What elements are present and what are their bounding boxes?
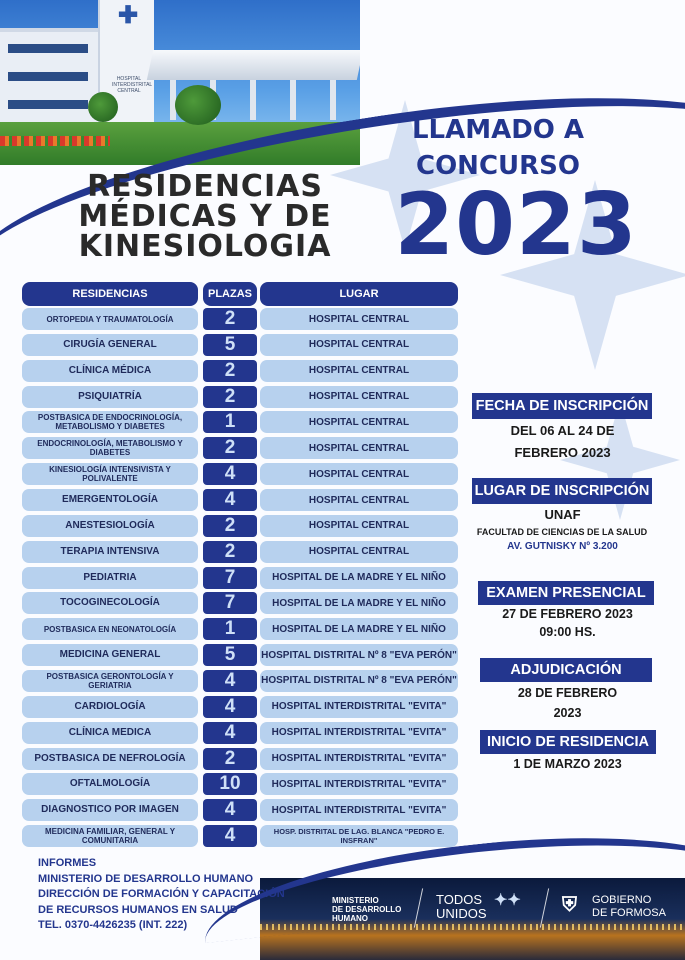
building — [0, 28, 100, 128]
cell-lugar: HOSPITAL CENTRAL — [260, 515, 458, 537]
informes-phone: TEL. 0370-4426235 (INT. 222) — [38, 919, 188, 931]
cell-residencia: PEDIATRIA — [22, 567, 198, 589]
cell-plazas: 4 — [203, 799, 257, 821]
table-row — [22, 799, 458, 821]
informes-title: INFORMES — [38, 857, 97, 869]
table-row — [22, 748, 458, 770]
cross-icon: ✚ — [118, 2, 139, 29]
logo-ministerio — [332, 896, 401, 923]
cell-residencia: ORTOPEDIA Y TRAUMATOLOGÍA — [22, 308, 198, 330]
col-header-residencias: RESIDENCIAS — [22, 282, 198, 306]
adjudicacion-line-2: 2023 — [553, 706, 582, 720]
lugar-line-1: UNAF — [544, 507, 581, 522]
cell-residencia: MEDICINA FAMILIAR, GENERAL Y COMUNITARIA — [22, 825, 198, 847]
cell-lugar: HOSPITAL DISTRITAL Nº 8 "EVA PERÓN" — [260, 670, 458, 692]
cell-plazas: 2 — [203, 308, 257, 330]
fecha-line-1: DEL 06 AL 24 DE — [510, 423, 615, 438]
cell-plazas: 2 — [203, 515, 257, 537]
cell-plazas: 4 — [203, 722, 257, 744]
hospital-sign: HOSPITAL INTERDISTRITAL CENTRAL — [112, 76, 153, 94]
inicio-heading: INICIO DE RESIDENCIA — [480, 730, 656, 754]
table-row — [22, 644, 458, 666]
cell-residencia: EMERGENTOLOGÍA — [22, 489, 198, 511]
llamado-title: LLAMADO A CONCURSO — [411, 115, 585, 181]
table-row — [22, 360, 458, 382]
cell-lugar: HOSPITAL INTERDISTRITAL "EVITA" — [260, 748, 458, 770]
fecha-heading: FECHA DE INSCRIPCIÓN — [472, 393, 652, 419]
cell-plazas: 10 — [203, 773, 257, 795]
cell-lugar: HOSPITAL INTERDISTRITAL "EVITA" — [260, 696, 458, 718]
cell-lugar: HOSPITAL INTERDISTRITAL "EVITA" — [260, 799, 458, 821]
informes-line-2: DIRECCIÓN DE FORMACIÓN Y CAPACITACIÓN — [38, 888, 285, 900]
col-header-plazas: PLAZAS — [203, 282, 257, 306]
cell-lugar: HOSPITAL INTERDISTRITAL "EVITA" — [260, 773, 458, 795]
table-row — [22, 489, 458, 511]
cell-residencia: POSTBASICA DE NEFROLOGÍA — [22, 748, 198, 770]
page-title: RESIDENCIAS MÉDICAS Y DE KINESIOLOGIA — [78, 169, 332, 264]
examen-line-2: 09:00 HS. — [539, 625, 596, 639]
cell-residencia: KINESIOLOGÍA INTENSIVISTA Y POLIVALENTE — [22, 463, 198, 485]
cell-residencia: POSTBASICA DE ENDOCRINOLOGÍA, METABOLISMO Y DIABETES — [22, 411, 198, 433]
cell-plazas: 2 — [203, 437, 257, 459]
col-header-lugar: LUGAR — [260, 282, 458, 306]
tree — [88, 92, 118, 122]
table-row — [22, 386, 458, 408]
lugar-line-3: AV. GUTNISKY Nº 3.200 — [507, 541, 618, 552]
cell-plazas: 1 — [203, 411, 257, 433]
table-row — [22, 696, 458, 718]
table-row — [22, 411, 458, 433]
informes-line-3: DE RECURSOS HUMANOS EN SALUD — [38, 903, 238, 916]
table-row — [22, 437, 458, 459]
table-row — [22, 722, 458, 744]
cell-plazas: 1 — [203, 618, 257, 640]
cell-lugar: HOSPITAL CENTRAL — [260, 489, 458, 511]
informes-line-1: MINISTERIO DE DESARROLLO HUMANO — [38, 872, 254, 885]
cell-plazas: 2 — [203, 386, 257, 408]
cell-residencia: CLÍNICA MEDICA — [22, 722, 198, 744]
cell-lugar: HOSPITAL CENTRAL — [260, 334, 458, 356]
logo-gobierno-line-2: DE FORMOSA — [592, 907, 666, 919]
flowers — [0, 136, 110, 146]
cell-plazas: 5 — [203, 334, 257, 356]
adjudicacion-line-1: 28 DE FEBRERO — [517, 686, 618, 700]
cell-plazas: 4 — [203, 825, 257, 847]
table-row — [22, 515, 458, 537]
cell-lugar: HOSPITAL DE LA MADRE Y EL NIÑO — [260, 592, 458, 614]
logo-todos-line-1: TODOS — [436, 892, 482, 907]
fecha-line-2: FEBRERO 2023 — [514, 445, 611, 460]
cell-lugar: HOSPITAL CENTRAL — [260, 360, 458, 382]
lugar-line-2: FACULTAD DE CIENCIAS DE LA SALUD — [476, 527, 648, 537]
table-row — [22, 567, 458, 589]
cell-residencia: PSIQUIATRÍA — [22, 386, 198, 408]
cell-residencia: CIRUGÍA GENERAL — [22, 334, 198, 356]
inicio-line-1: 1 DE MARZO 2023 — [513, 757, 622, 771]
lugar-heading: LUGAR DE INSCRIPCIÓN — [472, 478, 652, 504]
cell-lugar: HOSPITAL CENTRAL — [260, 437, 458, 459]
canopy — [147, 50, 360, 80]
cell-plazas: 7 — [203, 567, 257, 589]
table-row — [22, 334, 458, 356]
cell-residencia: MEDICINA GENERAL — [22, 644, 198, 666]
adjudicacion-heading: ADJUDICACIÓN — [480, 658, 652, 682]
shield-icon: ⛨ — [562, 894, 577, 916]
cell-lugar: HOSPITAL CENTRAL — [260, 386, 458, 408]
tree — [175, 85, 221, 125]
table-row — [22, 463, 458, 485]
cell-plazas: 2 — [203, 748, 257, 770]
informes-block — [38, 856, 298, 934]
cell-residencia: CARDIOLOGÍA — [22, 696, 198, 718]
logo-ministerio-line-3: HUMANO — [332, 914, 368, 923]
cell-lugar: HOSPITAL CENTRAL — [260, 308, 458, 330]
cell-residencia: POSTBASICA EN NEONATOLOGÍA — [22, 618, 198, 640]
stars-icon: ✦✦ — [494, 892, 521, 909]
cell-plazas: 7 — [203, 592, 257, 614]
table-row — [22, 541, 458, 563]
cell-residencia: POSTBASICA GERONTOLOGÍA Y GERIATRIA — [22, 670, 198, 692]
cell-residencia: TOCOGINECOLOGÍA — [22, 592, 198, 614]
cell-lugar: HOSPITAL CENTRAL — [260, 463, 458, 485]
cell-lugar: HOSP. DISTRITAL DE LAG. BLANCA "PEDRO E. INSFRAN" — [260, 825, 458, 847]
cell-lugar: HOSPITAL DE LA MADRE Y EL NIÑO — [260, 618, 458, 640]
cell-lugar: HOSPITAL CENTRAL — [260, 411, 458, 433]
cell-residencia: TERAPIA INTENSIVA — [22, 541, 198, 563]
year-title: 2023 — [394, 175, 638, 275]
examen-heading: EXAMEN PRESENCIAL — [478, 581, 654, 605]
cell-lugar: HOSPITAL DE LA MADRE Y EL NIÑO — [260, 567, 458, 589]
cell-residencia: OFTALMOLOGÍA — [22, 773, 198, 795]
cell-residencia: CLÍNICA MÉDICA — [22, 360, 198, 382]
cell-plazas: 4 — [203, 463, 257, 485]
cell-residencia: ENDOCRINOLOGÍA, METABOLISMO Y DIABETES — [22, 437, 198, 459]
cell-plazas: 4 — [203, 696, 257, 718]
logo-todos-line-2: UNIDOS — [436, 906, 487, 921]
cell-lugar: HOSPITAL DISTRITAL Nº 8 "EVA PERÓN" — [260, 644, 458, 666]
cell-residencia: ANESTESIOLOGÍA — [22, 515, 198, 537]
table-row — [22, 592, 458, 614]
logo-gobierno-line-1: GOBIERNO — [592, 894, 652, 906]
table-row — [22, 773, 458, 795]
examen-line-1: 27 DE FEBRERO 2023 — [502, 607, 633, 621]
cell-lugar: HOSPITAL INTERDISTRITAL "EVITA" — [260, 722, 458, 744]
logo-ministerio-line-2: DE DESARROLLO — [332, 905, 402, 914]
cell-plazas: 4 — [203, 670, 257, 692]
cell-plazas: 5 — [203, 644, 257, 666]
cell-lugar: HOSPITAL CENTRAL — [260, 541, 458, 563]
table-row — [22, 308, 458, 330]
cell-residencia: DIAGNOSTICO POR IMAGEN — [22, 799, 198, 821]
logo-gobierno — [592, 894, 666, 920]
logo-todos-unidos — [436, 893, 487, 921]
table-row — [22, 670, 458, 692]
logo-ministerio-line-1: MINISTERIO — [332, 896, 379, 905]
table-row — [22, 618, 458, 640]
cell-plazas: 2 — [203, 360, 257, 382]
cell-plazas: 2 — [203, 541, 257, 563]
cell-plazas: 4 — [203, 489, 257, 511]
